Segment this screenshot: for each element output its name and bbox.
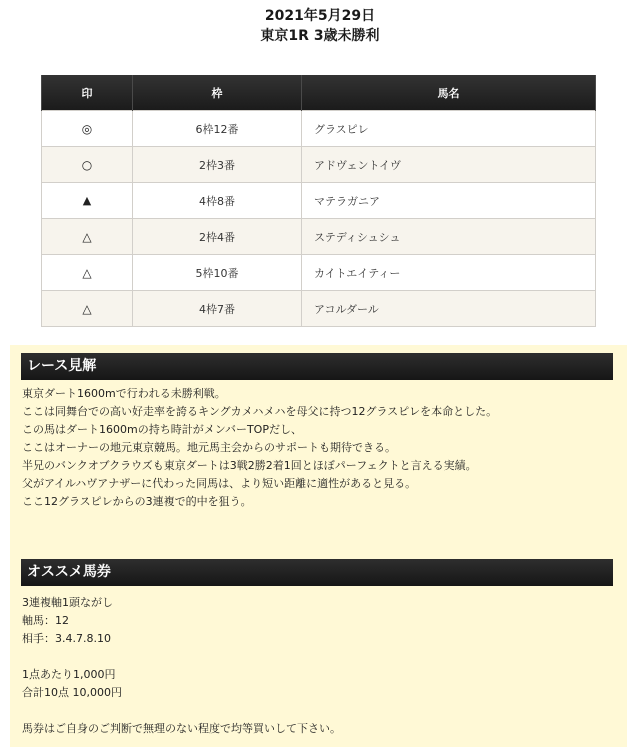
- tanana-mark-icon: ▲: [82, 194, 92, 207]
- taikou-mark-icon: ○: [81, 157, 93, 172]
- table-row: [42, 111, 596, 147]
- analysis-line: 父がアイルハヴアナザーに代わった同馬は、より短い距離に適性があると見る。: [22, 477, 417, 490]
- horse-name-cell: マテラガニア: [302, 183, 596, 219]
- mark-cell: [42, 111, 133, 147]
- picks-table: [41, 75, 596, 327]
- table-row: [42, 219, 596, 255]
- race-analysis-body: [22, 385, 622, 511]
- disclaimer: 馬券はご自身のご判断で無理のない程度で均等買いして下さい。: [22, 722, 341, 735]
- column-header-waku: 枠: [133, 75, 302, 111]
- honmei-mark-icon: ◎: [81, 121, 93, 136]
- total-stake: 合計10点 10,000円: [22, 686, 122, 699]
- mark-cell: [42, 219, 133, 255]
- mark-cell: [42, 183, 133, 219]
- waku-cell: 2枠3番: [133, 147, 302, 183]
- column-header-horse: 馬名: [302, 75, 596, 111]
- waku-cell: 5枠10番: [133, 255, 302, 291]
- recommended-bets-body: [22, 594, 622, 738]
- renka-mark-icon: △: [82, 265, 92, 280]
- horse-name-cell: アコルダール: [302, 291, 596, 327]
- horse-name-cell: グラスピレ: [302, 111, 596, 147]
- renka-mark-icon: △: [82, 301, 92, 316]
- analysis-line: ここ12グラスピレからの3連複で的中を狙う。: [22, 495, 252, 508]
- table-row: [42, 147, 596, 183]
- spacer: [22, 648, 622, 666]
- analysis-line: 東京ダート1600mで行われる未勝利戦。: [22, 387, 226, 400]
- recommended-bets-heading: オススメ馬券: [21, 559, 613, 586]
- waku-cell: 4枠7番: [133, 291, 302, 327]
- bet-type: 3連複軸1頭ながし: [22, 596, 113, 609]
- stake-per-bet: 1点あたり1,000円: [22, 668, 116, 681]
- analysis-line: ここは同舞台での高い好走率を誇るキングカメハメハを母父に持つ12グラスピレを本命とした。: [22, 405, 498, 418]
- column-header-mark: 印: [42, 75, 133, 111]
- picks-table-header: [42, 75, 596, 111]
- table-row: [42, 291, 596, 327]
- renka-mark-icon: △: [82, 229, 92, 244]
- table-row: [42, 183, 596, 219]
- analysis-line: ここはオーナーの地元東京競馬。地元馬主会からのサポートも期待できる。: [22, 441, 396, 454]
- waku-cell: 6枠12番: [133, 111, 302, 147]
- analysis-line: 半兄のバンクオブクラウズも東京ダートは3戦2勝2着1回とほぼパーフェクトと言える実績。: [22, 459, 477, 472]
- race-analysis-heading: レース見解: [21, 353, 613, 380]
- partner-horses: 相手：3.4.7.8.10: [22, 632, 111, 645]
- table-row: [42, 255, 596, 291]
- race-title: 東京1R 3歳未勝利: [260, 28, 380, 44]
- axis-horse: 軸馬：12: [22, 614, 69, 627]
- page-header: [0, 6, 640, 46]
- mark-cell: [42, 255, 133, 291]
- horse-name-cell: カイトエイティー: [302, 255, 596, 291]
- race-date: 2021年5月29日: [264, 8, 376, 24]
- spacer: [22, 702, 622, 720]
- horse-name-cell: ステディシュシュ: [302, 219, 596, 255]
- mark-cell: [42, 147, 133, 183]
- waku-cell: 4枠8番: [133, 183, 302, 219]
- prediction-note-box: [10, 345, 627, 747]
- mark-cell: [42, 291, 133, 327]
- analysis-line: この馬はダート1600mの持ち時計がメンバーTOPだし、: [22, 423, 302, 436]
- horse-name-cell: アドヴェントイヴ: [302, 147, 596, 183]
- waku-cell: 2枠4番: [133, 219, 302, 255]
